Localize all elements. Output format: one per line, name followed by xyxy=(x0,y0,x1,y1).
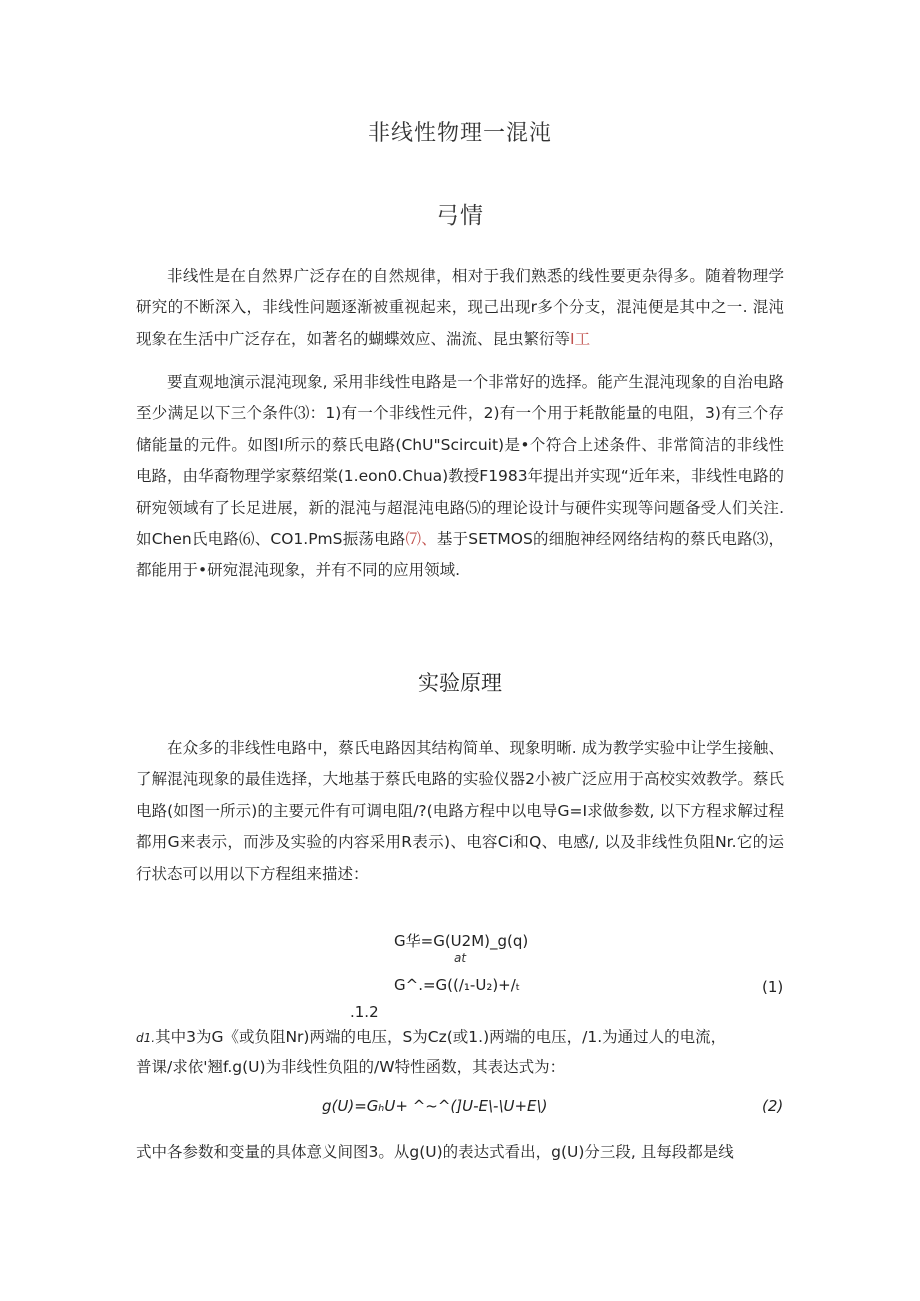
section1-p3-text: 式中各参数和变量的具体意义间图3。从g(U)的表达式看出，g(U)分三段, 且每段都是线 xyxy=(136,1143,734,1161)
equation-2-number: (2) xyxy=(762,1097,784,1115)
reference-marker: ⑺、 xyxy=(405,530,437,549)
intro-p1-text: 非线性是在自然界广泛存在的自然规律，相对于我们熟悉的线性要更杂得多。随着物理学研究的不断深入，非线性问题逐渐被重视起来，现己出现r多个分支，混沌便是其中之一. 混沌现象在生活中广泛存在，如著名的蝴蝶效应、湍流、昆虫繁衍等 xyxy=(136,267,784,348)
equation-2: g(U)=GₕU+ ^~^(]U-E\-\U+E\) xyxy=(322,1097,548,1115)
reference-marker: I工 xyxy=(570,329,591,348)
section1-p1-text: 在众多的非线性电路中，蔡氏电路因其结构简单、现象明晰. 成为教学实验中让学生接触、了解混沌现象的最佳选择，大地基于蔡氏电路的实验仪器2小被广泛应用于高校实效教学。蔡氏电路(如图一所示)的主要元件有可调电阻/?(电路方程中以电导G=I求做参数, 以下方程求解过程都用G来表示，而涉及实验的内容采用R表示)、电容Ci和Q、电感/, 以及非线性负阻Nr.它的运行状态可以用以下方程组来描述： xyxy=(136,739,784,883)
section1-p2-line-1: 其中3为G《或负阻Nr)两端的电压，S为Cz(或1.)两端的电压，/1.为通过人的电流， xyxy=(155,1028,727,1046)
section1-paragraph-1 xyxy=(136,733,784,890)
paragraph-lead: d1. xyxy=(136,1031,156,1045)
equation-1-line-1: G华=G(U2M)_g(q) xyxy=(394,932,529,950)
section1-paragraph-3 xyxy=(136,1137,784,1168)
equation-1-number: (1) xyxy=(762,978,784,996)
author-name: 弓情 xyxy=(436,203,484,229)
equation-1-line-2: at xyxy=(454,951,467,965)
document-title: 非线性物理一混沌 xyxy=(367,121,552,146)
intro-p2-text-b: 基于SETMOS的细胞神经网络结构的蔡氏电路⑶，都能用于•研宛混沌现象，并有不同的应用领域. xyxy=(136,530,784,580)
intro-paragraph-2 xyxy=(136,367,784,587)
equation-1-line-4: .1.2 xyxy=(350,1003,379,1021)
section1-p2-line-2: 普课/求依'翘f.g(U)为非线性负阻的/W特性函数，其表达式为： xyxy=(136,1058,566,1076)
section1-paragraph-2 xyxy=(136,1023,784,1082)
equation-1-line-3: G^.=G((/₁-U₂)+/ₜ xyxy=(394,976,521,994)
intro-paragraph-1 xyxy=(136,261,784,355)
section-heading: 实验原理 xyxy=(418,671,502,695)
intro-p2-text-a: 要直观地演示混沌现象, 采用非线性电路是一个非常好的选择。能产生混沌现象的自治电路至少满足以下三个条件⑶：1)有一个非线性元件，2)有一个用于耗散能量的电阻，3)有三个存储能量的元件。如图I所示的蔡氏电路(ChU"Scircuit)是•个符合上述条件、非常简洁的非线性电路，由华裔物理学家蔡绍棠(1.eon0.Chua)教授F1983年提出并实现“近年来，非线性电路的研宛领域有了长足进展，新的混沌与超混沌电路⑸的理论设计与硬件实现等问题备受人们关注. 如Chen氏电路⑹、CO1.PmS振荡电路 xyxy=(136,373,784,549)
